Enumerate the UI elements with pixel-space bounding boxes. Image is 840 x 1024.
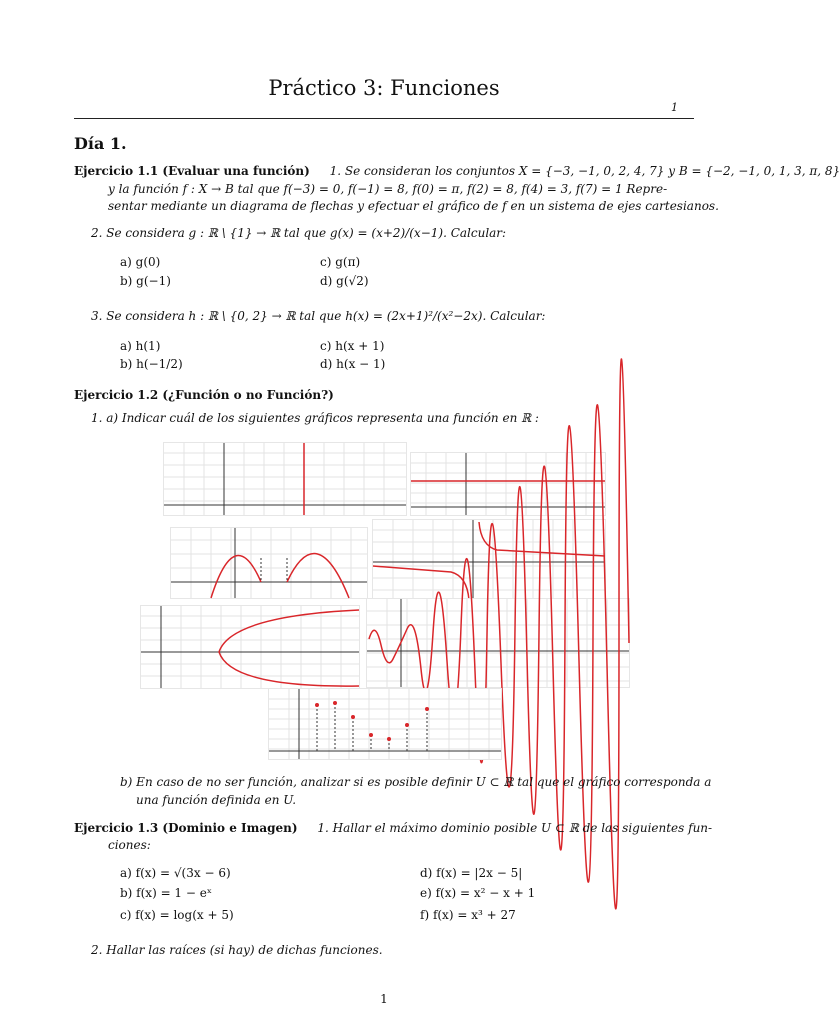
exercise-1-1 (74, 164, 840, 178)
graph-horizontal-line (410, 452, 606, 516)
item3-b: b) h(−1/2) (120, 357, 183, 371)
exercise-1-3 (74, 821, 712, 835)
exercise-1-2-item1b-line2: una función definida en U. (136, 793, 297, 807)
function-e: e) f(x) = x² − x + 1 (420, 886, 536, 900)
item2-d: d) g(√2) (320, 274, 369, 288)
exercise-1-1-item1-line3: sentar mediante un diagrama de flechas y efectuar el gráfico de f en un sistema de ejes cartesianos. (108, 199, 719, 213)
function-d: d) f(x) = |2x − 5| (420, 866, 523, 880)
item2-a: a) g(0) (120, 255, 161, 269)
graph-two-arches (170, 527, 368, 599)
function-c: c) f(x) = log(x + 5) (120, 908, 234, 922)
function-b: b) f(x) = 1 − eˣ (120, 886, 212, 900)
graph-discrete-points (268, 688, 502, 760)
exercise-1-3-item2: 2. Hallar las raíces (si hay) de dichas funciones. (91, 943, 383, 957)
exercise-1-3-heading: Ejercicio 1.3 (Dominio e Imagen) (74, 821, 298, 835)
item3-a: a) h(1) (120, 339, 161, 353)
function-f: f) f(x) = x³ + 27 (420, 908, 516, 922)
exercise-1-2-item1a: 1. a) Indicar cuál de los siguientes gráficos representa una función en ℝ : (91, 411, 539, 425)
page-title: Práctico 3: Funciones (268, 76, 500, 100)
exercise-1-2-item1b-line1: b) En caso de no ser función, analizar si es posible definir U ⊂ ℝ tal que el gráfico corresponda a (120, 775, 712, 789)
exercise-1-1-item1-line1: 1. Se consideran los conjuntos X = {−3, −1, 0, 2, 4, 7} y B = {−2, −1, 0, 1, 3, π, 8} (329, 164, 840, 178)
header-page-number: 1 (671, 101, 678, 114)
graph-vertical-line (163, 442, 407, 516)
exercise-1-3-item1-line2: ciones: (108, 838, 151, 852)
exercise-1-2-heading: Ejercicio 1.2 (¿Función o no Función?) (74, 388, 334, 402)
item3-c: c) h(x + 1) (320, 339, 385, 353)
exercise-1-1-heading: Ejercicio 1.1 (Evaluar una función) (74, 164, 310, 178)
item2-b: b) g(−1) (120, 274, 171, 288)
function-a: a) f(x) = √(3x − 6) (120, 866, 231, 880)
exercise-1-1-item3: 3. Se considera h : ℝ \ {0, 2} → ℝ tal que h(x) = (2x+1)²/(x²−2x). Calcular: (91, 309, 546, 323)
item3-d: d) h(x − 1) (320, 357, 386, 371)
item2-c: c) g(π) (320, 255, 361, 269)
exercise-1-1-item1-line2: y la función f : X → B tal que f(−3) = 0, f(−1) = 8, f(0) = π, f(2) = 8, f(4) = 3, f(7) = 1 Repre- (108, 182, 668, 196)
graph-oscillating-wave (366, 598, 630, 688)
section-title: Día 1. (74, 134, 127, 153)
exercise-1-3-item1-line1: 1. Hallar el máximo dominio posible U ⊂ ℝ de las siguientes fun- (317, 821, 713, 835)
graph-sideways-parabola (140, 605, 360, 689)
exercise-1-1-item2: 2. Se considera g : ℝ \ {1} → ℝ tal que g(x) = (x+2)/(x−1). Calcular: (91, 226, 507, 240)
header-rule (74, 118, 694, 119)
footer-page-number: 1 (380, 992, 388, 1006)
